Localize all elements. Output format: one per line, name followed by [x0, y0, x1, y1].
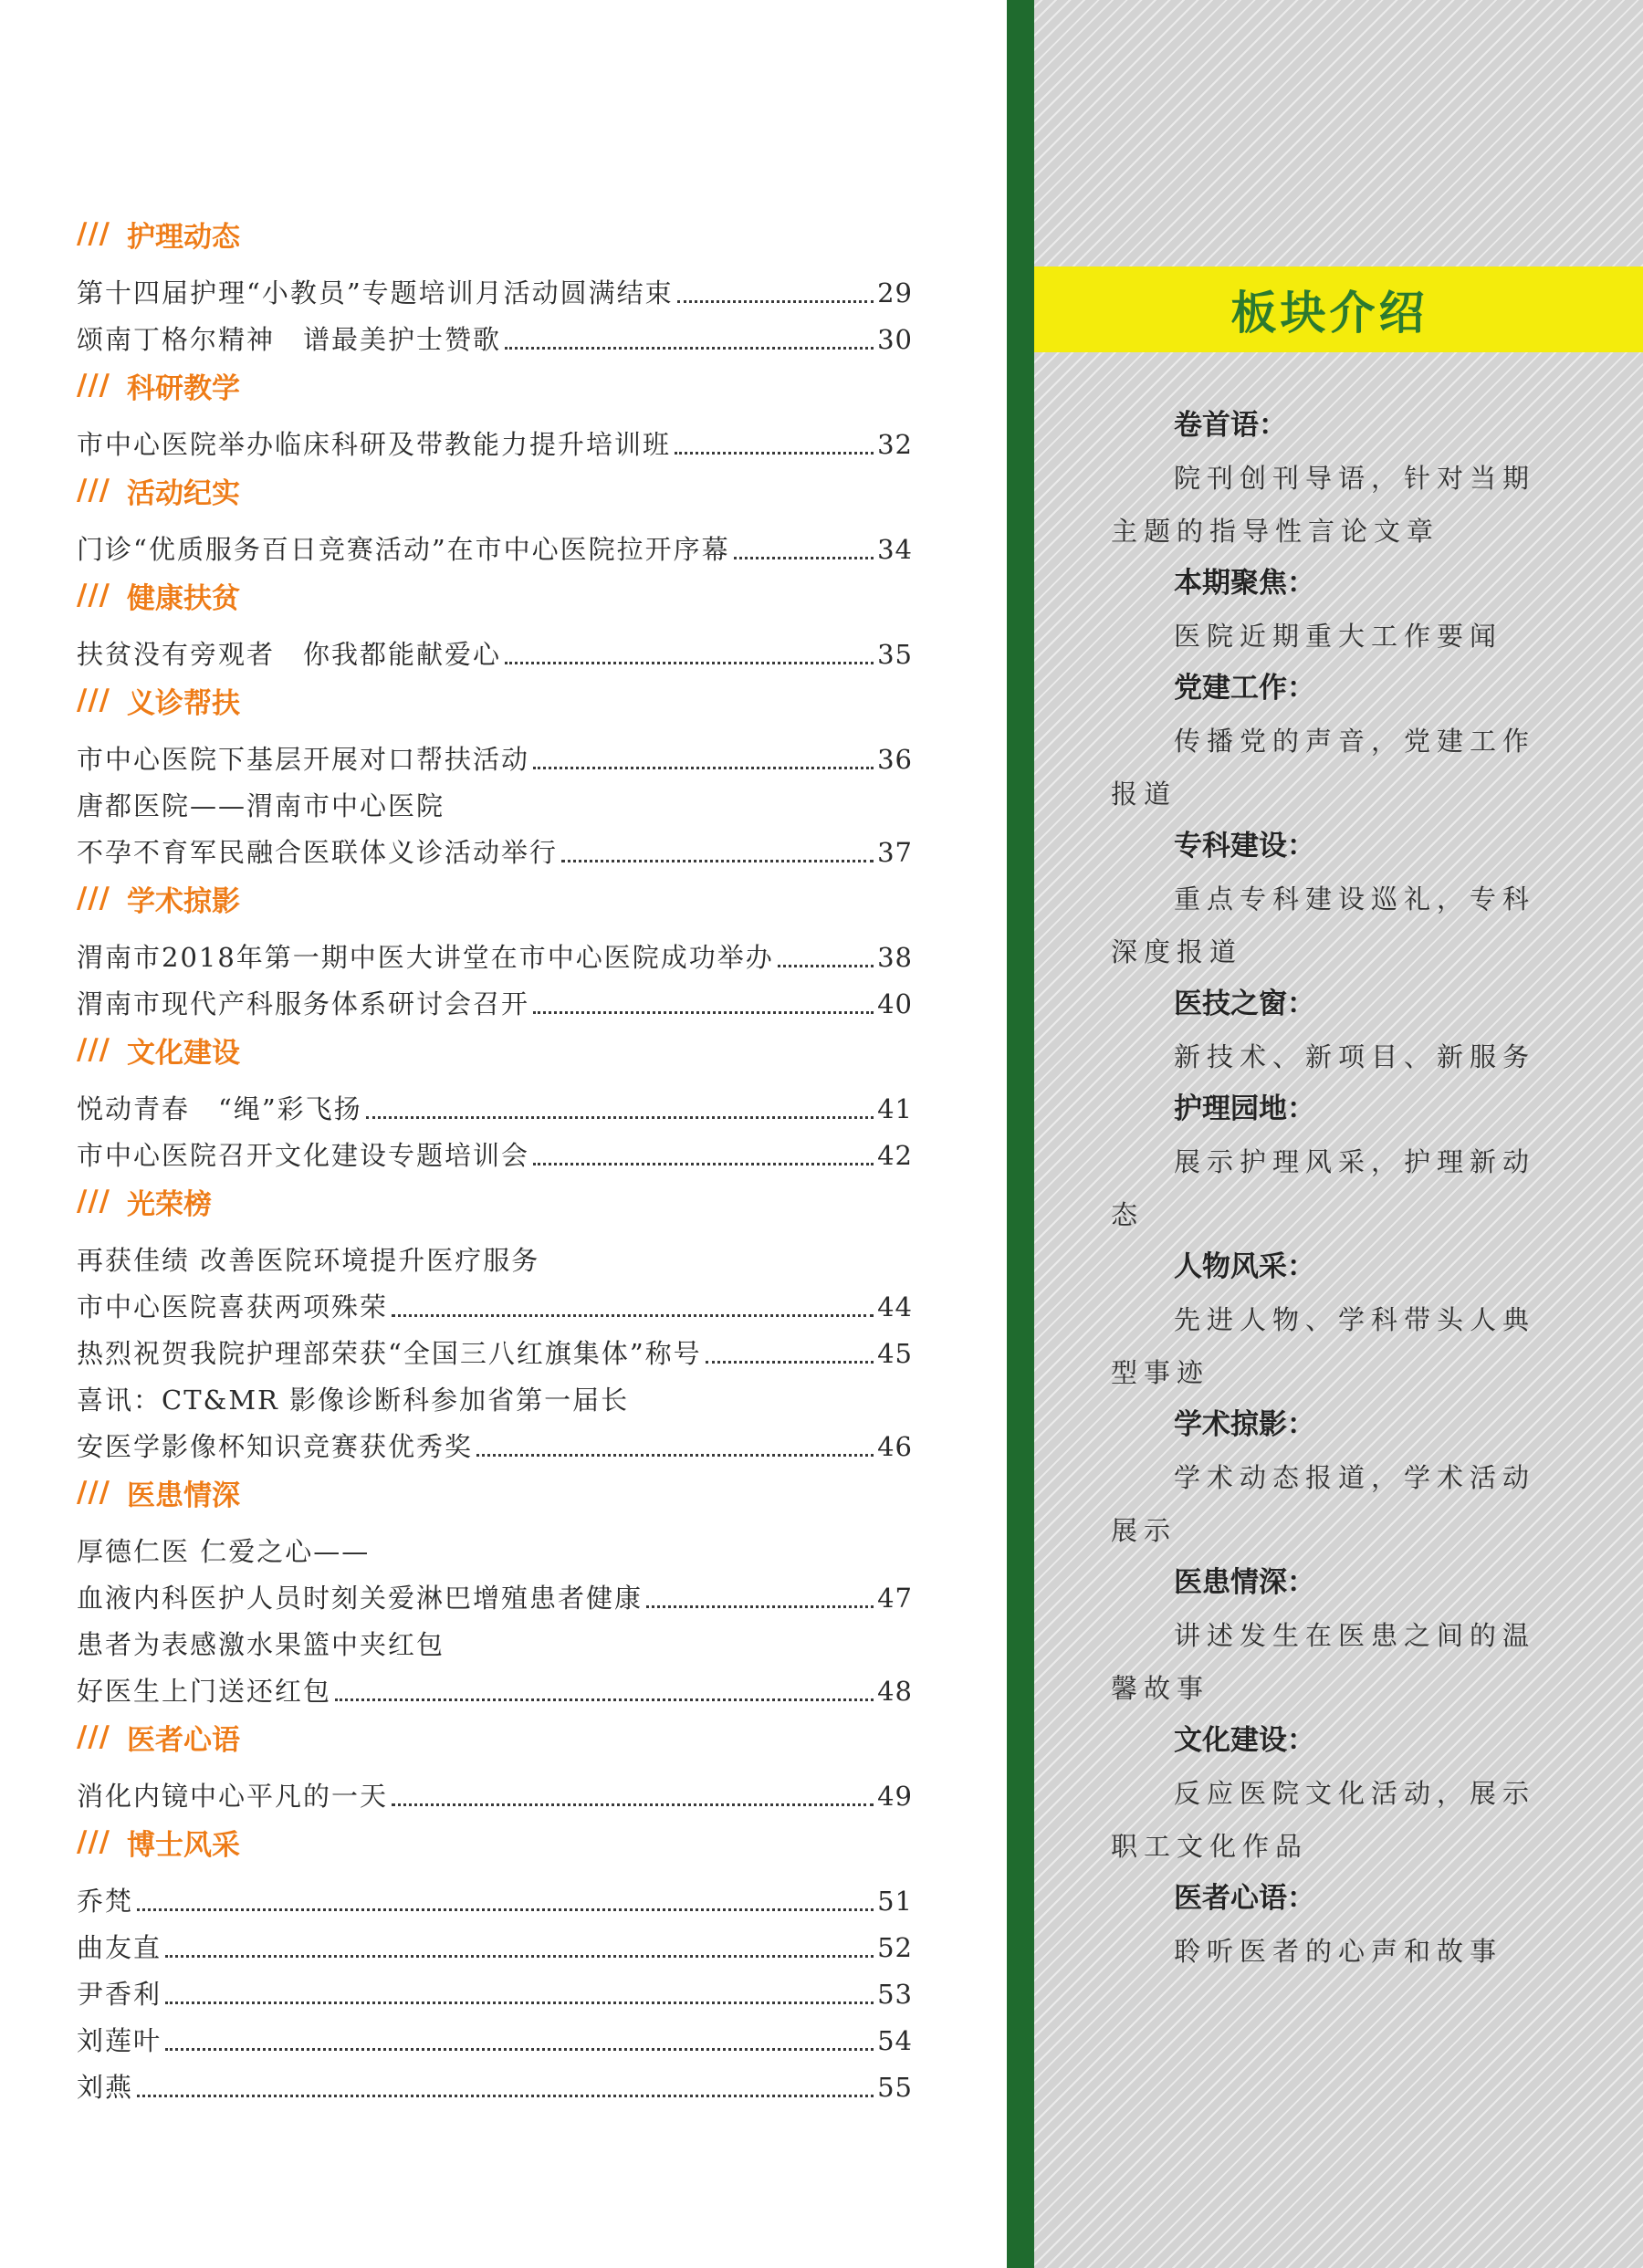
toc-entry-title: 渭南市2018年第一期中医大讲堂在市中心医院成功举办	[77, 942, 774, 974]
section-intro-description: 新技术、新项目、新服务	[1174, 1041, 1536, 1072]
section-intro-item	[1111, 663, 1545, 820]
toc-entry-title: 乔梵	[77, 1886, 134, 1918]
section-intro-description: 聆听医者的心声和故事	[1174, 1936, 1503, 1967]
toc-entry-title: 市中心医院下基层开展对口帮扶活动	[77, 744, 530, 776]
toc-entry[interactable]	[77, 1871, 913, 1918]
section-intro-name: 专科建设：	[1174, 830, 1315, 862]
dot-leader	[505, 662, 874, 664]
section-slash-mark: ///	[77, 1185, 110, 1218]
toc-entry[interactable]	[77, 1323, 913, 1370]
section-intro-description: 医院近期重大工作要闻	[1174, 621, 1503, 652]
section-intro-name: 文化建设：	[1174, 1724, 1315, 1757]
dot-leader	[137, 2095, 874, 2097]
toc-entry-title: 尹香利	[77, 1979, 162, 2011]
toc-entry[interactable]	[77, 1521, 913, 1568]
section-intro-name: 本期聚焦：	[1174, 567, 1315, 600]
dot-leader	[533, 1163, 874, 1165]
toc-entry[interactable]	[77, 2011, 913, 2057]
toc-entry-title: 第十四届护理“小教员”专题培训月活动圆满结束	[77, 277, 674, 309]
toc-entry-title: 热烈祝贺我院护理部荣获“全国三八红旗集体”称号	[77, 1338, 702, 1370]
toc-entry-title: 再获佳绩 改善医院环境提升医疗服务	[77, 1245, 540, 1277]
toc-entry[interactable]	[77, 1568, 913, 1615]
dot-leader	[335, 1698, 874, 1701]
dot-leader	[675, 452, 874, 455]
section-intro-name: 医者心语：	[1174, 1882, 1315, 1915]
dot-leader	[165, 1955, 874, 1958]
sidebar-banner	[1034, 267, 1643, 352]
dot-leader	[677, 300, 874, 303]
section-slash-mark: ///	[77, 217, 110, 250]
section-title: 健康扶贫	[126, 581, 240, 615]
section-intro-item	[1111, 1241, 1545, 1399]
toc-entry-title: 唐都医院——渭南市中心医院	[77, 790, 445, 822]
toc-section-heading	[77, 1020, 913, 1079]
section-intro-description: 反应医院文化活动，展示职工文化作品	[1111, 1778, 1536, 1862]
dot-leader	[778, 965, 874, 967]
toc-entry[interactable]	[77, 927, 913, 974]
section-intro-item	[1111, 978, 1545, 1083]
toc-entry[interactable]	[77, 1230, 913, 1277]
toc-page-number: 34	[877, 534, 913, 566]
toc-page-number: 45	[877, 1338, 913, 1370]
toc-section-heading	[77, 566, 913, 624]
toc-entry-title: 消化内镜中心平凡的一天	[77, 1781, 389, 1813]
sidebar-banner-title: 板块介绍	[1230, 287, 1428, 340]
section-intro-name: 医技之窗：	[1174, 988, 1315, 1020]
section-intro-item	[1111, 1557, 1545, 1715]
section-title: 护理动态	[126, 220, 240, 254]
section-title: 医患情深	[126, 1479, 240, 1512]
dot-leader	[392, 1803, 874, 1806]
section-intro-item	[1111, 1873, 1545, 1978]
toc-page-number: 46	[877, 1431, 913, 1463]
toc-entry-title: 喜讯：CT&MR 影像诊断科参加省第一届长	[77, 1385, 630, 1416]
toc-section-heading	[77, 356, 913, 414]
toc-page-number: 44	[877, 1291, 913, 1323]
toc-entry[interactable]	[77, 1370, 913, 1416]
section-intro-name: 护理园地：	[1174, 1092, 1315, 1125]
dot-leader	[533, 767, 874, 769]
section-intro-description: 传播党的声音，党建工作报道	[1111, 726, 1536, 810]
dot-leader	[366, 1116, 874, 1119]
section-intro-item	[1111, 820, 1545, 978]
toc-entry[interactable]	[77, 1964, 913, 2011]
section-title: 义诊帮扶	[126, 686, 240, 720]
section-intro-description: 院刊创刊导语，针对当期主题的指导性言论文章	[1111, 463, 1536, 547]
toc-page-number: 35	[877, 639, 913, 671]
dot-leader	[561, 860, 874, 862]
section-title: 博士风采	[126, 1828, 240, 1862]
toc-entry-title: 安医学影像杯知识竞赛获优秀奖	[77, 1431, 474, 1463]
section-intro-item	[1111, 1399, 1545, 1557]
section-intro-name: 党建工作：	[1174, 672, 1315, 705]
dot-leader	[476, 1454, 874, 1457]
dot-leader	[734, 557, 874, 559]
dot-leader	[646, 1605, 874, 1608]
section-intro-description: 学术动态报道，学术活动展示	[1111, 1462, 1536, 1546]
toc-entry[interactable]	[77, 1661, 913, 1708]
toc-page-number: 54	[877, 2025, 913, 2057]
toc-entry[interactable]	[77, 414, 913, 461]
section-intro-list	[1111, 400, 1545, 1978]
toc-page-number: 52	[877, 1932, 913, 1964]
toc-entry[interactable]	[77, 974, 913, 1020]
toc-entry[interactable]	[77, 1416, 913, 1463]
toc-section-heading	[77, 671, 913, 729]
toc-entry-title: 刘燕	[77, 2072, 134, 2104]
section-slash-mark: ///	[77, 1476, 110, 1509]
toc-entry-title: 扶贫没有旁观者 你我都能献爱心	[77, 639, 502, 671]
toc-page-number: 37	[877, 837, 913, 869]
section-intro-name: 卷首语：	[1174, 409, 1287, 442]
toc-entry[interactable]	[77, 822, 913, 869]
dot-leader	[165, 2001, 874, 2004]
toc-section-heading	[77, 204, 913, 263]
section-slash-mark: ///	[77, 474, 110, 507]
toc-entry[interactable]	[77, 1766, 913, 1813]
toc-page-number: 36	[877, 744, 913, 776]
toc-section-heading	[77, 869, 913, 927]
section-intro-name: 医患情深：	[1174, 1566, 1315, 1599]
toc-entry-title: 市中心医院喜获两项殊荣	[77, 1291, 389, 1323]
section-intro-description: 重点专科建设巡礼，专科深度报道	[1111, 883, 1536, 967]
section-slash-mark: ///	[77, 1033, 110, 1066]
toc-entry-title: 门诊“优质服务百日竞赛活动”在市中心医院拉开序幕	[77, 534, 730, 566]
toc-page-number: 32	[877, 429, 913, 461]
section-title: 学术掠影	[126, 884, 240, 918]
section-intro-item	[1111, 558, 1545, 663]
toc-page-number: 49	[877, 1781, 913, 1813]
toc-entry[interactable]	[77, 1079, 913, 1125]
toc-entry-title: 曲友直	[77, 1932, 162, 1964]
section-intro-item	[1111, 1083, 1545, 1241]
toc-entry[interactable]	[77, 1918, 913, 1964]
toc-section-heading	[77, 1708, 913, 1766]
toc-section-heading	[77, 461, 913, 519]
toc-entry-title: 颂南丁格尔精神 谱最美护士赞歌	[77, 324, 502, 356]
toc-page-number: 42	[877, 1140, 913, 1172]
toc-section-heading	[77, 1813, 913, 1871]
toc-entry[interactable]	[77, 1615, 913, 1661]
section-slash-mark: ///	[77, 1825, 110, 1858]
section-intro-description: 展示护理风采，护理新动态	[1111, 1146, 1536, 1230]
section-slash-mark: ///	[77, 579, 110, 611]
toc-page-number: 29	[877, 277, 913, 309]
section-intro-name: 学术掠影：	[1174, 1408, 1315, 1441]
toc-entry[interactable]	[77, 263, 913, 309]
toc-page-number: 40	[877, 988, 913, 1020]
section-title: 科研教学	[126, 371, 240, 405]
dot-leader	[533, 1011, 874, 1014]
toc-section-heading	[77, 1172, 913, 1230]
toc-page-number: 51	[877, 1886, 913, 1918]
toc-entry-title: 渭南市现代产科服务体系研讨会召开	[77, 988, 530, 1020]
toc-entry[interactable]	[77, 519, 913, 566]
sidebar-green-bar	[1007, 0, 1034, 2268]
toc-page-number: 38	[877, 942, 913, 974]
toc-entry-title: 市中心医院召开文化建设专题培训会	[77, 1140, 530, 1172]
section-slash-mark: ///	[77, 1720, 110, 1753]
toc-page-number: 53	[877, 1979, 913, 2011]
toc-entry-title: 患者为表感激水果篮中夹红包	[77, 1629, 445, 1661]
section-title: 活动纪实	[126, 476, 240, 510]
toc-entry[interactable]	[77, 624, 913, 671]
section-slash-mark: ///	[77, 882, 110, 915]
toc-entry[interactable]	[77, 309, 913, 356]
dot-leader	[392, 1314, 874, 1317]
toc-entry[interactable]	[77, 1277, 913, 1323]
toc-page-number: 47	[877, 1583, 913, 1615]
toc-entry-title: 悦动青春 “绳”彩飞扬	[77, 1093, 362, 1125]
section-intro-description: 讲述发生在医患之间的温馨故事	[1111, 1620, 1536, 1704]
toc-entry-title: 市中心医院举办临床科研及带教能力提升培训班	[77, 429, 672, 461]
section-intro-item	[1111, 1715, 1545, 1873]
dot-leader	[137, 1908, 874, 1911]
section-slash-mark: ///	[77, 369, 110, 402]
toc-page-number: 30	[877, 324, 913, 356]
section-title: 文化建设	[126, 1036, 240, 1070]
section-title: 医者心语	[126, 1723, 240, 1757]
dot-leader	[165, 2048, 874, 2051]
dot-leader	[706, 1361, 874, 1364]
toc-entry[interactable]	[77, 729, 913, 776]
toc-entry-title: 不孕不育军民融合医联体义诊活动举行	[77, 837, 559, 869]
toc-entry-title: 厚德仁医 仁爱之心——	[77, 1536, 371, 1568]
section-intro-item	[1111, 400, 1545, 558]
dot-leader	[505, 347, 874, 350]
section-slash-mark: ///	[77, 684, 110, 716]
toc-entry-title: 好医生上门送还红包	[77, 1676, 332, 1708]
toc-entry[interactable]	[77, 2057, 913, 2104]
toc-entry-title: 刘莲叶	[77, 2025, 162, 2057]
toc-entry[interactable]	[77, 776, 913, 822]
section-intro-name: 人物风采：	[1174, 1250, 1315, 1283]
toc-entry[interactable]	[77, 1125, 913, 1172]
toc-page-number: 48	[877, 1676, 913, 1708]
section-intro-description: 先进人物、学科带头人典型事迹	[1111, 1304, 1536, 1388]
table-of-contents	[77, 204, 913, 2104]
toc-page-number: 41	[877, 1093, 913, 1125]
toc-section-heading	[77, 1463, 913, 1521]
toc-page-number: 55	[877, 2072, 913, 2104]
toc-entry-title: 血液内科医护人员时刻关爱淋巴增殖患者健康	[77, 1583, 644, 1615]
section-title: 光荣榜	[126, 1187, 212, 1221]
